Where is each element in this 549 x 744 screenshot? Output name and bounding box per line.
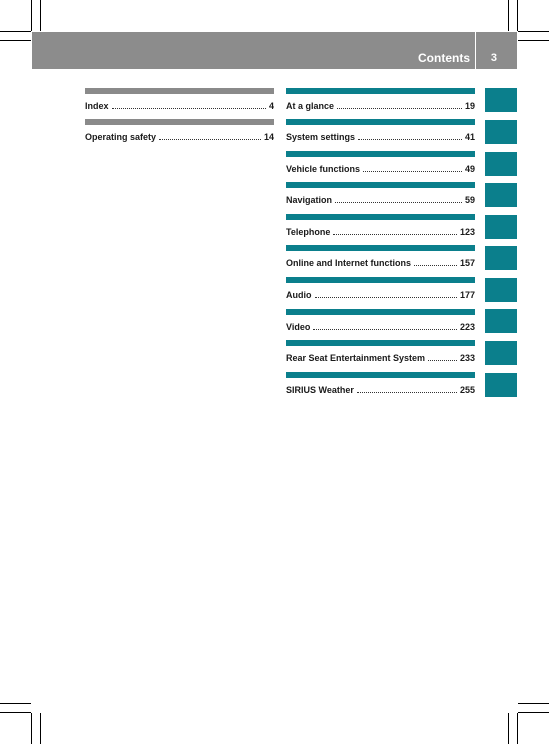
section-bar — [286, 372, 475, 378]
crop-mark — [518, 703, 549, 704]
section-bar — [286, 119, 475, 125]
section-bar — [286, 277, 475, 283]
section-bar — [286, 214, 475, 220]
toc-label: System settings — [286, 132, 356, 142]
toc-page: 177 — [459, 290, 475, 300]
dot-leader — [313, 328, 457, 330]
thumb-tab-sirius-weather[interactable] — [485, 373, 517, 397]
toc-entry-telephone[interactable] — [286, 214, 475, 240]
thumb-tab-video[interactable] — [485, 309, 517, 333]
thumb-tab-online-internet[interactable] — [485, 246, 517, 270]
toc-entry-audio[interactable] — [286, 277, 475, 303]
toc-label: Video — [286, 322, 311, 332]
dot-leader — [363, 170, 462, 172]
toc-label: Index — [85, 101, 109, 111]
thumb-tab-rear-seat-entertainment[interactable] — [485, 341, 517, 365]
crop-mark — [517, 713, 518, 744]
header-divider — [475, 32, 476, 69]
crop-mark — [40, 0, 41, 31]
toc-entry-vehicle-functions[interactable] — [286, 151, 475, 177]
thumb-tab-vehicle-functions[interactable] — [485, 152, 517, 176]
section-bar — [286, 88, 475, 94]
crop-mark — [508, 713, 509, 744]
dot-leader — [333, 233, 457, 235]
toc-label: Audio — [286, 290, 312, 300]
toc-entry-navigation[interactable] — [286, 182, 475, 208]
crop-mark — [518, 712, 549, 713]
crop-mark — [31, 713, 32, 744]
dot-leader — [337, 107, 462, 109]
crop-mark — [40, 713, 41, 744]
toc-page: 157 — [459, 258, 475, 268]
section-bar — [85, 119, 274, 125]
dot-leader — [112, 107, 266, 109]
toc-label: Rear Seat Entertainment System — [286, 353, 426, 363]
section-bar — [286, 340, 475, 346]
toc-label: Vehicle functions — [286, 164, 361, 174]
toc-page: 223 — [459, 322, 475, 332]
thumb-tab-navigation[interactable] — [485, 183, 517, 207]
section-bar — [286, 151, 475, 157]
dot-leader — [357, 391, 457, 393]
toc-label: SIRIUS Weather — [286, 385, 354, 395]
dot-leader — [428, 359, 457, 361]
toc-label: Online and Internet functions — [286, 258, 412, 268]
page-header — [32, 32, 517, 69]
toc-page: 49 — [464, 164, 475, 174]
toc-page: 255 — [459, 385, 475, 395]
thumb-tab-telephone[interactable] — [485, 215, 517, 239]
toc-entry-index[interactable] — [85, 88, 274, 114]
toc-entry-system-settings[interactable] — [286, 119, 475, 145]
toc-entry-operating-safety[interactable] — [85, 119, 274, 145]
dot-leader — [358, 138, 462, 140]
dot-leader — [315, 296, 457, 298]
crop-mark — [0, 703, 31, 704]
dot-leader — [335, 201, 462, 203]
toc-entry-at-a-glance[interactable] — [286, 88, 475, 114]
section-bar — [286, 309, 475, 315]
page-number: 3 — [490, 52, 497, 64]
crop-mark — [508, 0, 509, 31]
toc-entry-online-internet[interactable] — [286, 245, 475, 271]
toc-label: Telephone — [286, 227, 331, 237]
toc-entry-rear-seat-entertainment[interactable] — [286, 340, 475, 366]
thumb-tab-audio[interactable] — [485, 278, 517, 302]
crop-mark — [0, 40, 31, 41]
thumb-tab-system-settings[interactable] — [485, 120, 517, 144]
toc-label: At a glance — [286, 101, 335, 111]
toc-page: 4 — [268, 101, 274, 111]
toc-page: 19 — [464, 101, 475, 111]
toc-page: 123 — [459, 227, 475, 237]
section-bar — [286, 182, 475, 188]
crop-mark — [517, 0, 518, 31]
section-bar — [286, 245, 475, 251]
toc-label: Navigation — [286, 195, 333, 205]
section-bar — [85, 88, 274, 94]
toc-label: Operating safety — [85, 132, 157, 142]
page-title: Contents — [418, 51, 470, 65]
toc-page: 14 — [263, 132, 274, 142]
crop-mark — [518, 40, 549, 41]
toc-entry-video[interactable] — [286, 309, 475, 335]
crop-mark — [0, 712, 31, 713]
toc-entry-sirius-weather[interactable] — [286, 372, 475, 398]
crop-mark — [518, 31, 549, 32]
toc-page: 59 — [464, 195, 475, 205]
crop-mark — [31, 0, 32, 31]
crop-mark — [0, 31, 31, 32]
thumb-tab-at-a-glance[interactable] — [485, 88, 517, 112]
dot-leader — [159, 138, 261, 140]
dot-leader — [414, 264, 457, 266]
toc-page: 41 — [464, 132, 475, 142]
toc-page: 233 — [459, 353, 475, 363]
